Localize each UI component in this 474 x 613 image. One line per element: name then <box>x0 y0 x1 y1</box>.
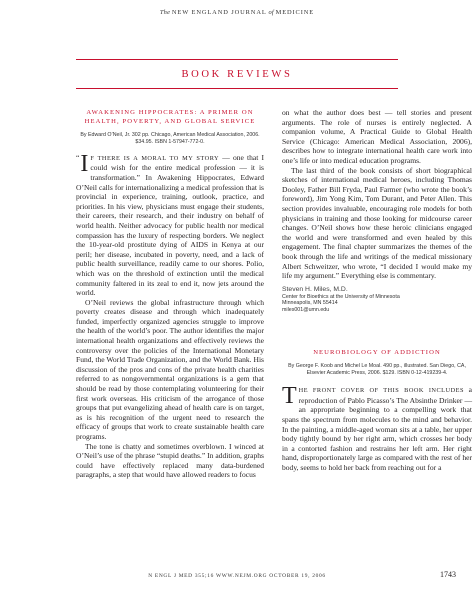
running-head-prefix: The <box>159 9 172 16</box>
section-banner <box>76 59 398 89</box>
second-review <box>282 349 472 473</box>
review-paragraph-2: O’Neil reviews the global infrastructure through which poverty creates disease and through which inadequately funded, imperfectly organized agencies struggle to improve the health of the world’s poor. The author identifies the major international health organizations and effectively reviews the controversy over the policies of the International Monetary Fund, the World Trade Organization, and the World Bank. His discussion of the pros and cons of the private health charities referred to as nongovernmental organizations is a gem that should be read by those contemplating volunteering for their first work overseas. His criticism of the arrogance of those groups that put evangelizing ahead of health care is on target, as is his recognition of the urgent need to research the efficacy of groups that work to create sustainable health care programs. <box>76 297 264 441</box>
lead-in-smallcaps: F THERE IS A MORAL TO MY STORY <box>90 154 220 162</box>
reviewer-location: Minneapolis, MN 55414 <box>282 300 338 307</box>
paragraph-text: — one that I could wish for the entire medical profession — it is transformation.” In Awakening Hippocrates, Edward O’Neil calls for internationalizing a medical profession that is provincial in experience, training, outlook, practice, and priorities. In his view, physicians must engage their students, their careers, their research, and their industry on behalf of world health. Neither advocacy for public health nor medical compassion has the luxury of respecting borders. We neglect the 10-year-old prostitute dying of AIDS in Kenya at our peril; her disease, incubated in poverty, need, and a lack of public health surveillance, readily came to our shores. Polio, which was on the threshold of extinction until the medical community faltered in its zeal to end it, now jets around the world. <box>76 152 264 298</box>
review-paragraph-5: The last third of the book consists of short biographical sketches of international medical heroes, including Thomas Dooley, Father Bill Fryda, Paul Farmer (who wrote the book’s foreword), Jim Yong Kim, Tom Durant, and Peter Allen. This section provides invaluable, encouraging role models for both physicians in training and those looking for midcourse career changes. O’Neil shows how these heroic clinicians engaged the world and were transformed and even healed by this engagement. The final chapter summarizes the themes of the book through the life and writings of the medical missionary Albert Schweitzer, who wrote, “I decided I would make my life my argument.” Everything else is commentary. <box>282 165 472 281</box>
opening-quote: “ <box>76 152 80 162</box>
review-citation: By Edward O’Neil, Jr. 302 pp. Chicago, American Medical Association, 2006. $34.95. ISBN 1-57947-772-0. <box>80 132 260 146</box>
reviewer-name: Steven H. Miles, M.D. <box>282 285 348 293</box>
reviewer-email: miles001@umn.edu <box>282 306 330 313</box>
review-paragraph <box>282 385 472 472</box>
review-paragraph-4: on what the author does best — tell stories and present arguments. The role of nurses is entirely neglected. A companion volume, A Practical Guide to Global Health Service (Chicago: American Medical Association, 2006), describes how to integrate international health care work into one’s life or into medical education programs. <box>282 108 472 165</box>
running-head-of: of <box>266 9 276 16</box>
running-head <box>0 9 474 16</box>
drop-cap: I <box>80 150 89 177</box>
review-citation: By George F. Koob and Michel Le Moal. 490 pp., illustrated. San Diego, CA, Elsevier Academic Press, 2006. $129. ISBN 0-12-419239-4. <box>288 362 466 376</box>
page-footer: N ENGL J MED 355;16 WWW.NEJM.ORG OCTOBER 19, 2006 <box>148 573 326 579</box>
reviewer-affiliation: Center for Bioethics at the University of Minnesota <box>282 293 400 300</box>
review-title: NEUROBIOLOGY OF ADDICTION <box>313 349 441 356</box>
running-head-journal: NEW ENGLAND JOURNAL <box>171 9 267 16</box>
lead-in-smallcaps: HE FRONT COVER OF THIS BOOK INCLUDES <box>298 387 464 395</box>
review-paragraph-3: The tone is chatty and sometimes overblown. I winced at O’Neil’s use of the phrase “stupid deaths.” In addition, graphs could have effectively replaced many data-burdened paragraphs, a step that would have allowed readers to focus <box>76 441 264 480</box>
right-column <box>282 108 472 313</box>
review-title: AWAKENING HIPPOCRATES: A PRIMER ON HEALTH, POVERTY, AND GLOBAL SERVICE <box>84 109 256 125</box>
section-title: BOOK REVIEWS <box>181 68 293 80</box>
page-number: 1743 <box>440 570 456 579</box>
running-head-medicine: MEDICINE <box>275 9 315 16</box>
left-column <box>76 109 264 480</box>
paragraph-text: a reproduction of Pablo Picasso’s The Absinthe Drinker — an appropriate beginning to a compelling work that spans the spectrum from molecules to the mind and behavior. In the painting, a middle-aged woman sits at a table, her upper body tightly bound by her right arm, which crosses her body in a contorted fashion and restrains her left arm. Her right hand, disproportionately large as compared with the rest of her body, seems to hold her back from reaching out for a <box>282 385 472 472</box>
drop-cap: T <box>282 383 297 410</box>
review-paragraph-1 <box>76 150 264 298</box>
